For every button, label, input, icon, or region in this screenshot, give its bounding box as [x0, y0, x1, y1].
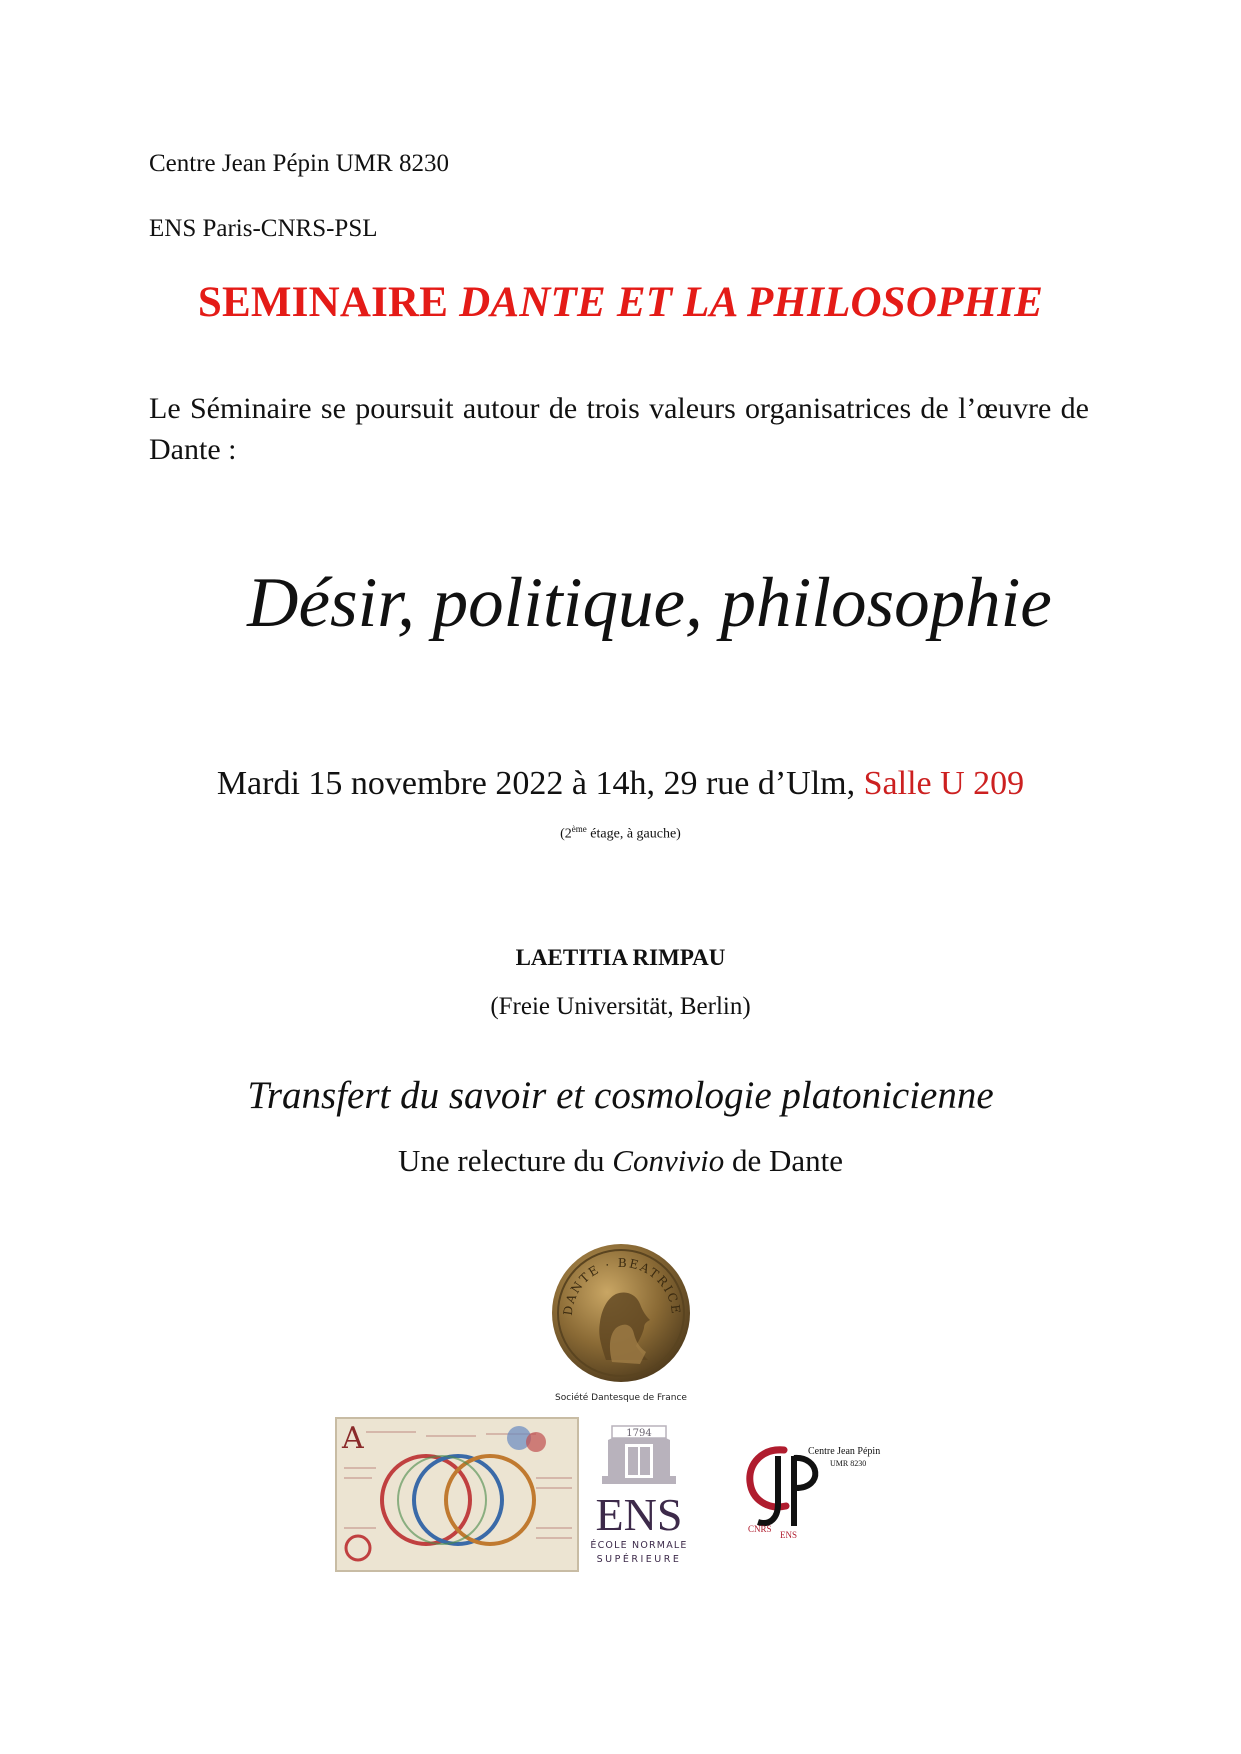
- medal-icon: [550, 1242, 692, 1384]
- event-date-location: Mardi 15 novembre 2022 à 14h, 29 rue d’Ulm,: [216, 765, 864, 802]
- seminar-title-italic: DANTE ET LA PHILOSOPHIE: [459, 279, 1044, 326]
- medal-inscription: DANTE · BEATRICE: [560, 1255, 684, 1317]
- seminar-title-prefix: SEMINAIRE: [197, 279, 460, 326]
- ens-year: 1794: [626, 1428, 652, 1439]
- ens-name: ENS: [595, 1489, 683, 1540]
- societe-dantesque-logo: [550, 1242, 692, 1403]
- centre-jean-pepin-logo: [740, 1442, 881, 1542]
- intro-paragraph: Le Séminaire se poursuit autour de trois valeurs organisatrices de l’œuvre de Dante :: [149, 392, 1089, 466]
- event-dateline: [0, 765, 1241, 803]
- ens-line1: ÉCOLE NORMALE: [590, 1540, 688, 1551]
- ens-line2: SUPÉRIEURE: [596, 1554, 682, 1565]
- medal-caption: Société Dantesque de France: [555, 1393, 687, 1403]
- organization-line-1: Centre Jean Pépin UMR 8230: [149, 150, 449, 177]
- floor-note-rest: étage, à gauche): [586, 826, 681, 842]
- speaker-affiliation: (Freie Universität, Berlin): [490, 993, 751, 1020]
- cjp-monogram-icon: [740, 1442, 881, 1542]
- cjp-cnrs: CNRS: [748, 1524, 772, 1534]
- cjp-name: Centre Jean Pépin: [808, 1446, 881, 1457]
- manuscript-image: [336, 1418, 578, 1571]
- seminar-title: [0, 278, 1241, 327]
- cjp-umr: UMR 8230: [830, 1459, 867, 1468]
- talk-subtitle: [0, 1143, 1241, 1179]
- speaker-name: LAETITIA RIMPAU: [515, 945, 726, 970]
- talk-subtitle-italic: Convivio: [612, 1143, 725, 1178]
- svg-text:A: A: [342, 1421, 364, 1456]
- organization-line-2: ENS Paris-CNRS-PSL: [149, 215, 378, 242]
- floor-note-sup: ème: [571, 824, 587, 834]
- cjp-ens: ENS: [780, 1530, 798, 1540]
- talk-subtitle-prefix: Une relecture du: [397, 1143, 613, 1178]
- ens-logo: [584, 1422, 694, 1572]
- talk-title: Transfert du savoir et cosmologie platonicienne: [247, 1074, 994, 1117]
- ens-building-icon: [584, 1422, 694, 1572]
- event-room: Salle U 209: [863, 765, 1025, 802]
- themes-heading: Désir, politique, philosophie: [247, 564, 1052, 642]
- manuscript-circles-icon: [336, 1418, 578, 1571]
- talk-subtitle-suffix: de Dante: [724, 1143, 843, 1178]
- floor-note: [0, 824, 1241, 843]
- floor-note-open: (2: [560, 826, 572, 842]
